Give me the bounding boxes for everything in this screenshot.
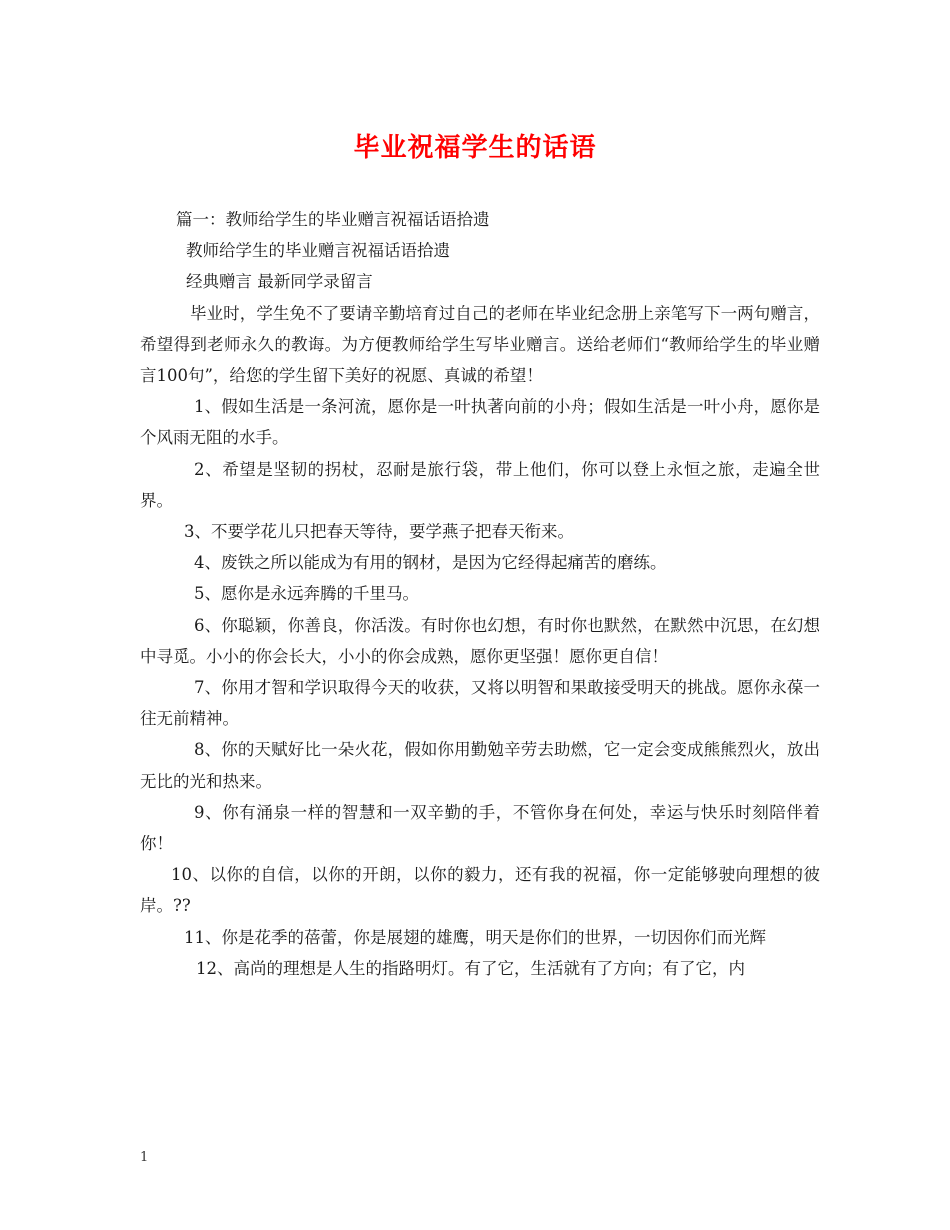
paragraph-item-7: 7、你用才智和学识取得今天的收获，又将以明智和果敢接受明天的挑战。愿你永葆一往无前精神。 <box>140 678 820 729</box>
paragraph-item-10: 10、以你的自信，以你的开朗，以你的毅力，还有我的祝福，你一定能够驶向理想的彼岸。?? <box>140 865 820 916</box>
document-title: 毕业祝福学生的话语 <box>353 133 597 163</box>
paragraph-item-5: 5、愿你是永远奔腾的千里马。 <box>194 584 419 604</box>
paragraph-item-8: 8、你的天赋好比一朵火花，假如你用勤勉辛劳去助燃，它一定会变成熊熊烈火，放出无比的光和热来。 <box>140 740 820 791</box>
paragraph-item-1: 1、假如生活是一条河流，愿你是一叶执著向前的小舟；假如生活是一叶小舟，愿你是个风雨无阻的水手。 <box>140 397 820 448</box>
paragraph-item-6: 6、你聪颖，你善良，你活泼。有时你也幻想，有时你也默然，在默然中沉思，在幻想中寻觅。小小的你会长大，小小的你会成熟，愿你更坚强！愿你更自信！ <box>140 615 820 666</box>
paragraph-item-12: 12、高尚的理想是人生的指路明灯。有了它，生活就有了方向；有了它，内 <box>196 958 745 978</box>
page-number: 1 <box>140 1150 149 1165</box>
document-body <box>140 204 820 984</box>
paragraph-item-2: 2、希望是坚韧的拐杖，忍耐是旅行袋，带上他们，你可以登上永恒之旅，走遍全世界。 <box>140 459 820 510</box>
paragraph-intro: 毕业时，学生免不了要请辛勤培育过自己的老师在毕业纪念册上亲笔写下一两句赠言，希望得到老师永久的教诲。为方便教师给学生写毕业赠言。送给老师们“教师给学生的毕业赠言100句”，给您的学生留下美好的祝愿、真诚的希望！ <box>140 303 820 386</box>
paragraph-item-3: 3、不要学花儿只把春天等待，要学燕子把春天衔来。 <box>184 522 574 542</box>
paragraph-item-4: 4、废铁之所以能成为有用的钢材，是因为它经得起痛苦的磨练。 <box>194 553 667 573</box>
paragraph-item-11: 11、你是花季的蓓蕾，你是展翅的雄鹰，明天是你们的世界，一切因你们而光辉 <box>184 927 766 947</box>
paragraph-item-9: 9、你有涌泉一样的智慧和一双辛勤的手，不管你身在何处，幸运与快乐时刻陪伴着你！ <box>140 802 820 854</box>
paragraph-section-heading: 篇一：教师给学生的毕业赠言祝福话语拾遗 <box>176 210 490 229</box>
paragraph-subheading-2: 经典赠言 最新同学录留言 <box>186 272 373 292</box>
paragraph-subheading: 教师给学生的毕业赠言祝福话语拾遗 <box>186 241 450 261</box>
